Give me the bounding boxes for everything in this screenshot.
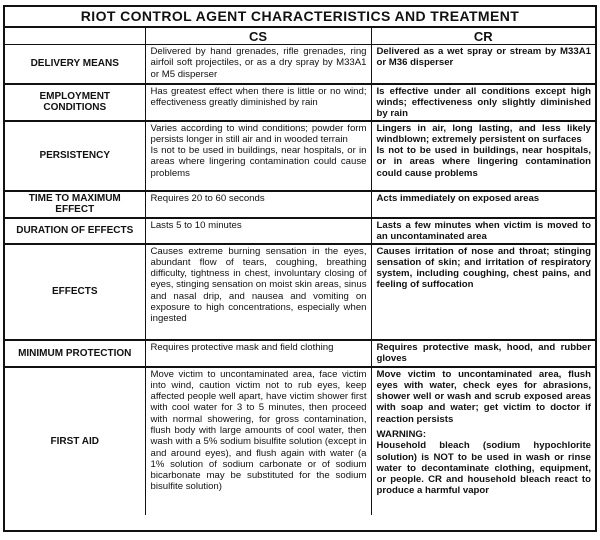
cs-persistency [145, 121, 371, 191]
row-label-persistency: PERSISTENCY [5, 121, 145, 191]
cr-employment-conditions [371, 84, 595, 121]
header-cr: CR [371, 28, 595, 45]
cr-effects [371, 244, 595, 340]
header-label-column [5, 28, 145, 45]
warning-text: Household bleach (sodium hypochlorite solution) is NOT to be used in wash or rinse water to decontaminate clothing, equipment, or people. CR and household bleach react to produce a harmful vapor [376, 440, 591, 497]
cs-first-aid [145, 367, 371, 515]
table-row [5, 244, 595, 340]
row-label-employment-conditions: EMPLOYMENT CONDITIONS [5, 84, 145, 121]
characteristics-table [5, 28, 595, 515]
cr-time-to-maximum-effect [371, 191, 595, 218]
cs-minimum-protection [145, 340, 371, 367]
header-cs: CS [145, 28, 371, 45]
cr-delivery-means [371, 45, 595, 84]
row-label-effects: EFFECTS [5, 244, 145, 340]
table-row [5, 367, 595, 515]
table-row [5, 84, 595, 121]
cs-text: Requires protective mask and field clothing [150, 341, 334, 353]
cr-text: Lingers in air, long lasting, and less likely windblown; extremely persistent on surfaces [376, 122, 591, 145]
cs-text: Has greatest effect when there is little or no wind; effectiveness greatly diminished by rain [150, 85, 367, 108]
row-label-first-aid: FIRST AID [5, 367, 145, 515]
cr-text: Acts immediately on exposed areas [376, 192, 540, 204]
table-row [5, 121, 595, 191]
warning-heading: WARNING: [376, 428, 427, 440]
cs-text: Delivered by hand grenades, rifle grenades, ring airfoil soft projectiles, or as a dry spray by M33A1 or M5 disperser [150, 46, 367, 80]
cs-text: Move victim to uncontaminated area, face victim into wind, caution victim not to rub eyes, keep affected people well apart, have victim shower first with cool water for 3 to 5 minutes, then proceed with normal showering, for gross contamination, flush body with large amounts of cool water, then wash with a 5% sodium bisulfite solution (except in and around eyes), and flush again with water (a 1% solution of sodium carbonate or of sodium bicarbonate may be substituted for the sodium bisulfite solution) [150, 368, 367, 493]
table-row [5, 340, 595, 367]
cs-text: Lasts 5 to 10 minutes [150, 219, 242, 231]
table-row [5, 191, 595, 218]
cr-text: Is not to be used in buildings, near hospitals, or in areas where lingering contamination could cause problems [376, 145, 591, 179]
cr-text: Delivered as a wet spray or stream by M33A1 or M36 disperser [376, 46, 591, 69]
cs-duration-of-effects [145, 218, 371, 244]
cr-text: Lasts a few minutes when victim is moved to an uncontaminated area [376, 219, 591, 242]
table-header-row [5, 28, 595, 45]
cr-minimum-protection [371, 340, 595, 367]
row-label-delivery-means: DELIVERY MEANS [5, 45, 145, 84]
cr-first-aid [371, 367, 595, 515]
cr-duration-of-effects [371, 218, 595, 244]
cs-time-to-maximum-effect [145, 191, 371, 218]
cr-text: Move victim to uncontaminated area, flush eyes with water, check eyes for abrasions, shower well or wash and scrub exposed areas with soap and water; get victim to doctor if reaction persists [376, 368, 591, 425]
cs-delivery-means [145, 45, 371, 84]
cs-effects [145, 244, 371, 340]
table-row [5, 218, 595, 244]
cs-text: Causes extreme burning sensation in the eyes, abundant flow of tears, coughing, breathing difficulty, tightness in chest, involuntary closing of eyes, stinging sensation on moist skin areas, sinus and nasal drip, and nausea and vomiting on exposure to high concentrations, especially when ingested [150, 245, 367, 325]
cr-text: Requires protective mask, hood, and rubber gloves [376, 341, 591, 364]
table-row [5, 45, 595, 84]
row-label-duration-of-effects: DURATION OF EFFECTS [5, 218, 145, 244]
row-label-minimum-protection: MINIMUM PROTECTION [5, 340, 145, 367]
document-sheet [3, 5, 597, 532]
document-title: RIOT CONTROL AGENT CHARACTERISTICS AND TREATMENT [5, 7, 595, 28]
cr-text: Causes irritation of nose and throat; stinging sensation of skin; and irritation of respiratory system, including coughing, chest pains, and feeling of suffocation [376, 245, 591, 291]
cs-text: Is not to be used in buildings, near hospitals, or in areas where lingering contamination could cause problems [150, 145, 367, 179]
row-label-time-to-maximum-effect: TIME TO MAXIMUM EFFECT [5, 191, 145, 218]
cs-employment-conditions [145, 84, 371, 121]
cr-persistency [371, 121, 595, 191]
cs-text: Requires 20 to 60 seconds [150, 192, 265, 204]
cs-text: Varies according to wind conditions; powder form persists longer in still air and in wooded terrain [150, 122, 367, 145]
cr-text: Is effective under all conditions except high winds; effectiveness only slightly diminished by rain [376, 85, 591, 120]
